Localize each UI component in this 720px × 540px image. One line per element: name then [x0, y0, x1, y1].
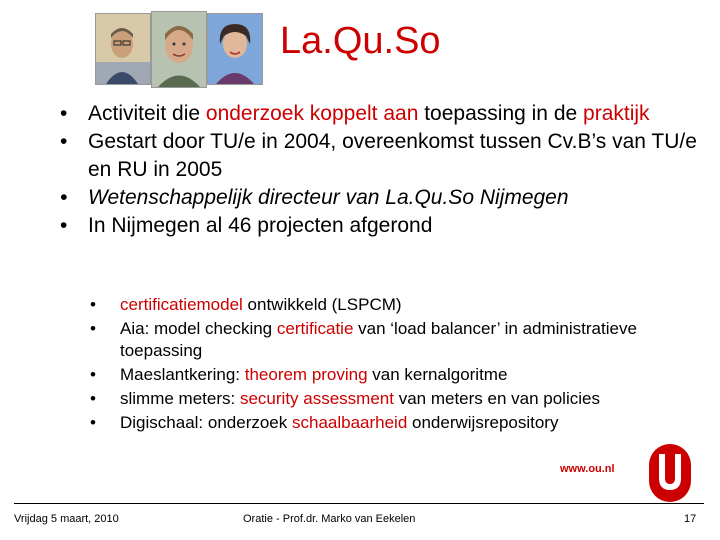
- ou-url: www.ou.nl: [560, 463, 615, 475]
- bullet-highlight: schaalbaarheid: [291, 413, 408, 432]
- bullet-highlight: certificatie: [276, 319, 354, 338]
- person-photo-icon: [208, 14, 262, 84]
- main-bullet-list: [60, 100, 700, 240]
- sub-bullet-item: [90, 412, 700, 434]
- footer-divider: [14, 503, 704, 504]
- bullet-highlight: certificatiemodel: [120, 295, 243, 314]
- bullet-item: [60, 100, 700, 128]
- sub-bullet-list: [90, 294, 700, 436]
- footer-title: Oratie - Prof.dr. Marko van Eekelen: [243, 513, 416, 525]
- bullet-text: Activiteit die: [88, 102, 206, 125]
- bullet-text: In Nijmegen al 46 projecten afgerond: [88, 214, 433, 237]
- person-photo-icon: [96, 14, 150, 84]
- person-photo-3: [207, 13, 263, 85]
- sub-bullet-item: [90, 364, 700, 386]
- bullet-highlight: onderzoek koppelt aan: [205, 102, 419, 125]
- bullet-item: [60, 184, 700, 212]
- sub-bullet-item: [90, 318, 700, 362]
- bullet-text: toepassing in de: [418, 102, 584, 125]
- bullet-item: [60, 128, 700, 184]
- ou-logo-icon: [635, 440, 705, 510]
- footer-date: Vrijdag 5 maart, 2010: [14, 513, 119, 525]
- bullet-text: van ‘load balancer’ in administratieve toepassing: [120, 319, 637, 360]
- bullet-text: Wetenschappelijk directeur van La.Qu.So Nijmegen: [88, 186, 569, 209]
- bullet-text: van kernalgoritme: [367, 365, 508, 384]
- bullet-highlight: theorem proving: [244, 365, 368, 384]
- bullet-text: van meters en van policies: [393, 389, 600, 408]
- person-photo-1: [95, 13, 151, 85]
- bullet-text: Gestart door TU/e in 2004, overeenkomst tussen Cv.B’s van TU/e en RU in 2005: [88, 130, 697, 181]
- slide-title: La.Qu.So: [280, 20, 441, 62]
- bullet-text: ontwikkeld (LSPCM): [242, 295, 402, 314]
- bullet-text: slimme meters:: [120, 389, 240, 408]
- bullet-item: [60, 212, 700, 240]
- bullet-highlight: praktijk: [583, 102, 650, 125]
- page-number: 17: [684, 513, 697, 525]
- bullet-highlight: security assessment: [239, 389, 394, 408]
- bullet-text: Maeslantkering:: [120, 365, 245, 384]
- bullet-text: Digischaal: onderzoek: [120, 413, 292, 432]
- bullet-text: onderwijsrepository: [407, 413, 559, 432]
- person-photo-2: [151, 11, 207, 88]
- sub-bullet-item: [90, 294, 700, 316]
- person-photo-icon: [152, 12, 206, 87]
- sub-bullet-item: [90, 388, 700, 410]
- bullet-text: Aia: model checking: [120, 319, 277, 338]
